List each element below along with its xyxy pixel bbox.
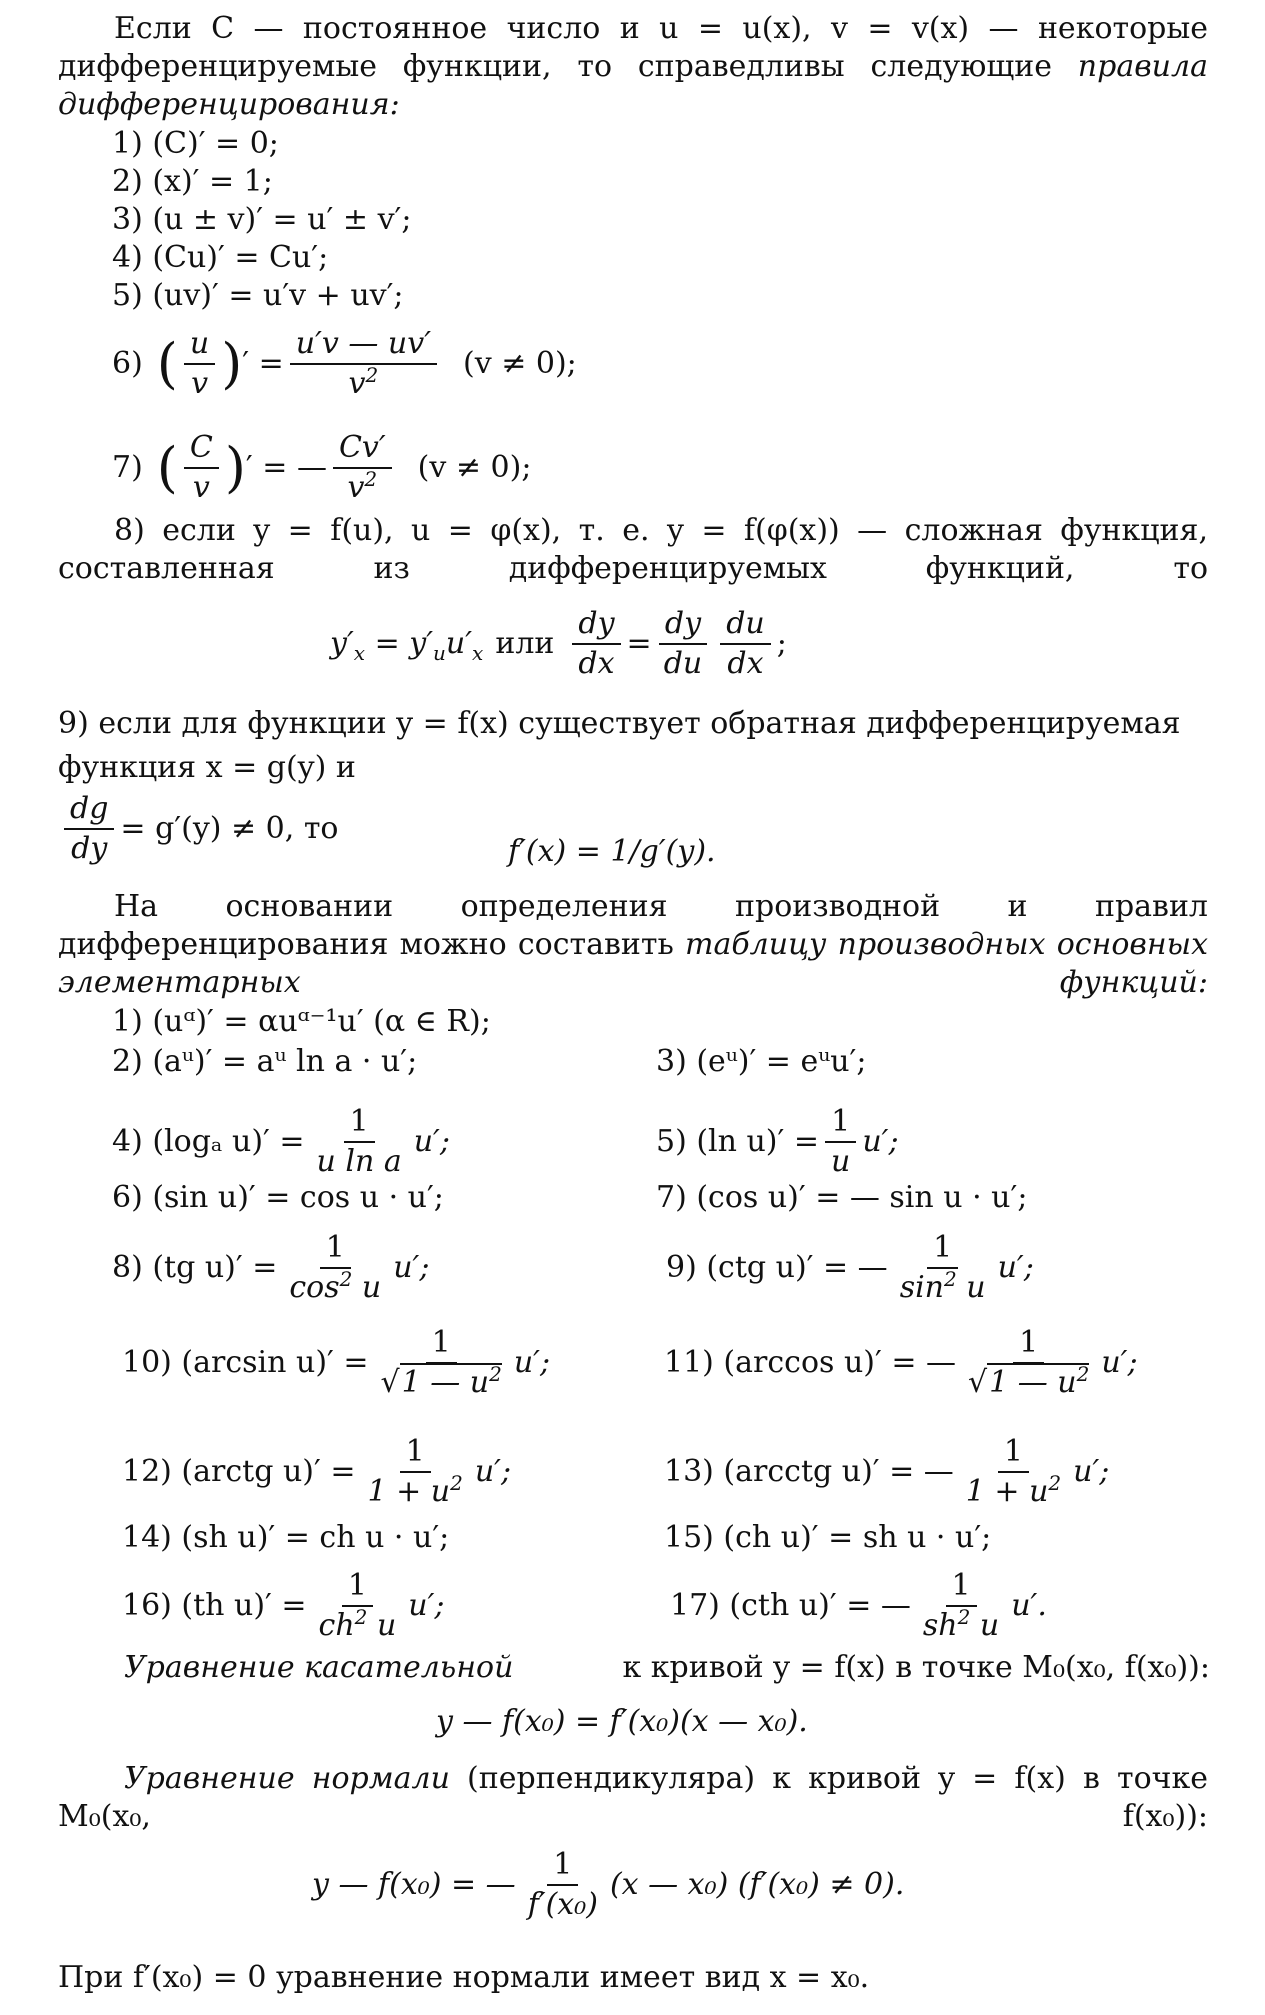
table-9: 9) (ctg u)′ = — $\frac{1}{\sin^2 u}$ u′; (666, 1230, 1034, 1305)
tangent-text: к кривой y = f(x) в точке M₀(x₀, f(x₀)): (622, 1650, 1210, 1685)
table-1: 1) (uᵅ)′ = αuᵅ⁻¹u′ (α ∈ R); (112, 1004, 491, 1039)
tangent-formula: y — f(x₀) = f′(x₀)(x — x₀). (436, 1704, 808, 1739)
rule-7-fraction: $\frac{Cv'}{v^2}$ (333, 429, 392, 507)
rule-7-label: 7) (112, 450, 143, 485)
rule-6-inner-fraction: $\frac{u}{v}$ (184, 325, 215, 403)
tangent-emph: Уравнение касательной (124, 1650, 514, 1685)
table-6: 6) (sin u)′ = cos u · u′; (112, 1180, 444, 1215)
table-11: 11) (arccos u)′ = — $\frac{1}{√1 — u^2}$ u′; (664, 1325, 1138, 1400)
tangent-line (124, 1650, 1210, 1686)
rule-2: 2) (x)′ = 1; (112, 164, 273, 199)
table-5: 5) (ln u)′ = $\frac{1}{u}$ u′; (656, 1104, 899, 1179)
table-13: 13) (arcctg u)′ = — $\frac{1}{1 + u^2}$ u′; (664, 1434, 1110, 1509)
normal-emph: Уравнение нормали (124, 1761, 450, 1796)
rule-7-inner-fraction: $\frac{C}{v}$ (184, 429, 219, 507)
rule-3: 3) (u ± v)′ = u′ ± v′; (112, 202, 412, 237)
table-17: 17) (cth u)′ = — $\frac{1}{sh^2 u}$ u′. (670, 1568, 1047, 1643)
table-12: 12) (arctg u)′ = $\frac{1}{1 + u^2}$ u′; (122, 1434, 512, 1509)
table-15: 15) (ch u)′ = sh u · u′; (664, 1520, 992, 1555)
table-7: 7) (cos u)′ = — sin u · u′; (656, 1180, 1028, 1215)
rule-9-fraction: $\frac{dg}{dy}$ (64, 790, 114, 868)
table-16: 16) (th u)′ = $\frac{1}{ch^2 u}$ u′; (122, 1568, 445, 1643)
intro-emph: правила дифференцирования: (58, 49, 1208, 122)
rule-5: 5) (uv)′ = u′v + uv′; (112, 278, 404, 313)
rule-1: 1) (C)′ = 0; (112, 126, 279, 161)
rule-9-text-a: 9) если для функции y = f(x) существует обратная дифференцируемая функция x = g(y) и (58, 706, 1181, 785)
table-3: 3) (eᵘ)′ = eᵘu′; (656, 1044, 867, 1079)
intro-lead: Если C — постоянное число и u = u(x), v = v(x) — некоторые дифференцируемые функции, то справедливы следующие (58, 11, 1208, 84)
table-intro-lead: На основании определения производной и правил дифференцирования можно составить (58, 889, 1208, 962)
table-intro-paragraph (58, 888, 1208, 1002)
table-intro-emph: таблицу производных основных элементарных функций: (58, 927, 1209, 1000)
rule-9-text-b: = g′(y) ≠ 0, то (120, 811, 339, 846)
table-4: 4) (logₐ u)′ = $\frac{1}{\text{u ln a}}$ u′; (112, 1104, 450, 1179)
table-14: 14) (sh u)′ = ch u · u′; (122, 1520, 450, 1555)
rule-8-formula: $y'_x = y'_uu'_x$ или $\frac{dy}{dx}$ = $\frac{dy}{du}$ $\frac{du}{dx}$ ; (330, 606, 787, 681)
normal-paragraph (58, 1760, 1208, 1836)
rule-8: 8) если y = f(u), u = φ(x), т. е. y = f(φ(x)) — сложная функция, составленная из дифференцируемых функций, то (58, 513, 1208, 586)
table-10: 10) (arcsin u)′ = $\frac{1}{√1 — u^2}$ u′; (122, 1325, 551, 1400)
rule-7-condition: (v ≠ 0); (417, 450, 532, 485)
rule-6: 6) ( $\frac{u}{v}$ ) ′ = $\frac{u'v — uv'}{v^2}$ (v ≠ 0); (112, 326, 577, 401)
rule-9-formula: f′(x) = 1/g′(y). (508, 834, 716, 869)
rule-7: 7) ( $\frac{C}{v}$ ) ′ = — $\frac{Cv'}{v^2}$ (v ≠ 0); (112, 430, 532, 505)
rule-6-label: 6) (112, 346, 143, 381)
rule-6-fraction: $\frac{u'v — uv'}{v^2}$ (290, 325, 437, 403)
table-8: 8) (tg u)′ = $\frac{1}{\cos^2 u}$ u′; (112, 1230, 430, 1305)
normal-text: (перпендикуляра) к кривой y = f(x) в точке M₀(x₀, f(x₀)): (58, 1761, 1208, 1834)
rule-6-condition: (v ≠ 0); (463, 346, 577, 381)
rule-8-or: или (495, 626, 555, 661)
normal-formula: y — f(x₀) = — $\frac{1}{\text{f′(x₀)}}$ (x — x₀) (f′(x₀) ≠ 0). (312, 1847, 905, 1922)
table-2: 2) (aᵘ)′ = aᵘ ln a · u′; (112, 1044, 418, 1079)
rule-4: 4) (Cu)′ = Cu′; (112, 240, 329, 275)
footer-line: При f′(x₀) = 0 уравнение нормали имеет вид x = x₀. (58, 1960, 870, 1995)
intro-paragraph (58, 10, 1208, 124)
